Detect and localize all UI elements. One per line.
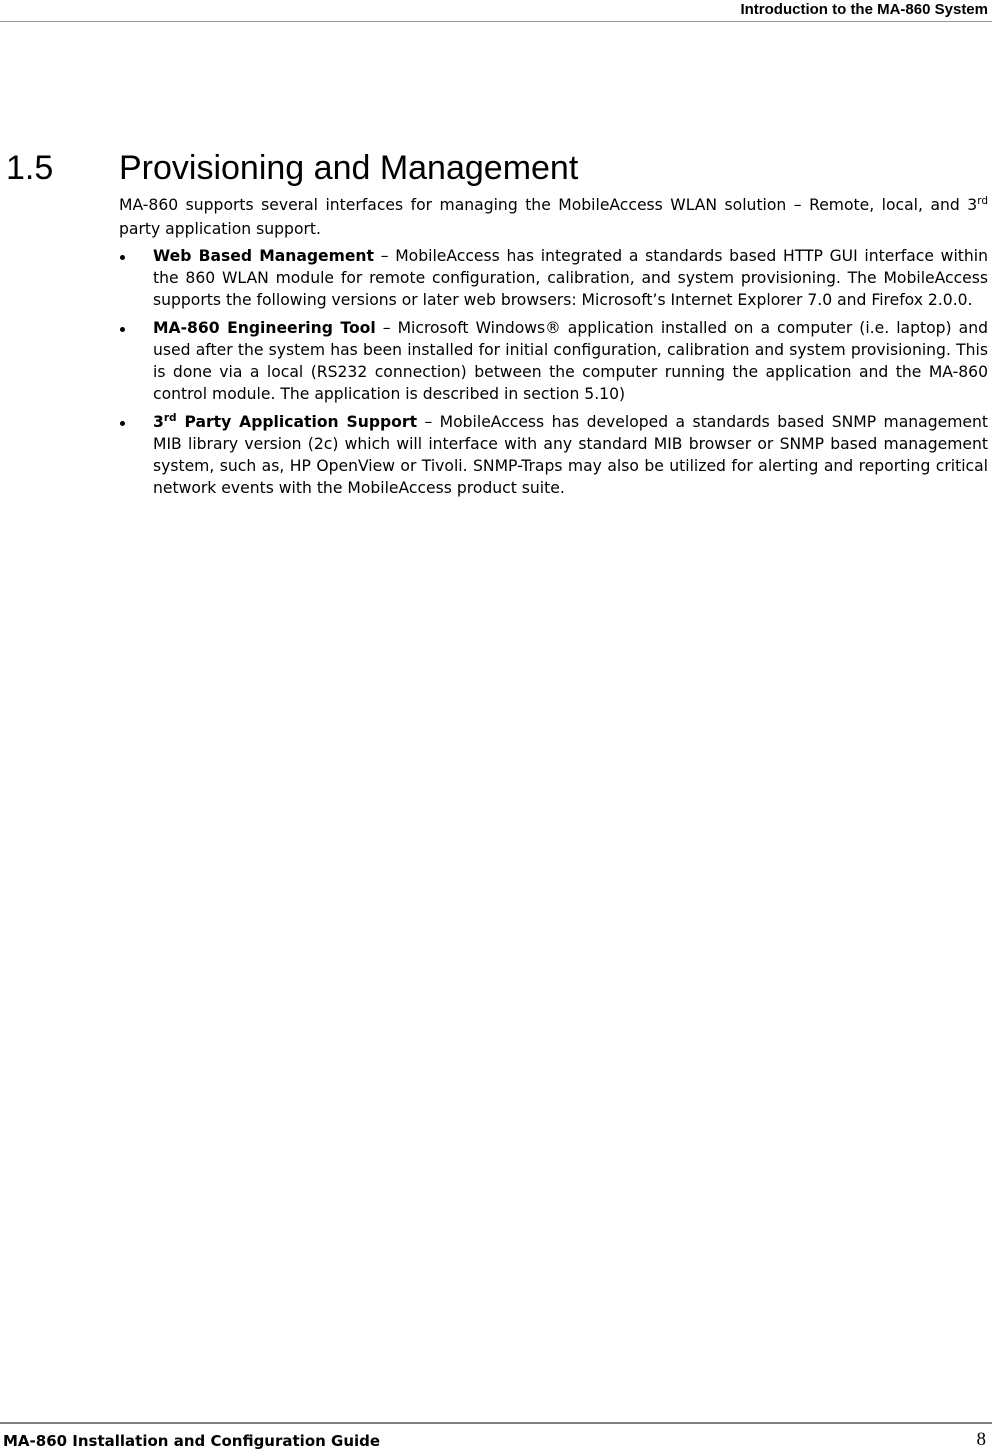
list-item bbox=[119, 245, 988, 311]
intro-text-after: party application support. bbox=[119, 220, 321, 238]
list-item-title-text: Web Based Management bbox=[153, 247, 374, 265]
intro-text-before: MA-860 supports several interfaces for managing the MobileAccess WLAN solution – Remote, local, and 3 bbox=[119, 196, 978, 214]
list-item-text: – MobileAccess has developed a standards based SNMP management MIB library version (2c) which will interface with any standard MIB browser or SNMP based management system, such as, HP OpenView or Tivoli. SNMP-Traps may also be utilized for alerting and reporting critical network events with the MobileAccess product suite. bbox=[153, 413, 988, 497]
list-item-body bbox=[153, 245, 988, 311]
running-header bbox=[0, 0, 992, 22]
feature-list bbox=[119, 245, 988, 499]
list-item-title-rest: Party Application Support bbox=[176, 413, 418, 431]
section-title: Provisioning and Management bbox=[119, 149, 579, 187]
list-item bbox=[119, 411, 988, 499]
page-footer bbox=[0, 1422, 992, 1456]
list-item-body bbox=[153, 411, 988, 499]
list-item-title bbox=[153, 413, 417, 431]
footer-title: MA-860 Installation and Configuration Guide bbox=[3, 1432, 381, 1450]
page-number: 8 bbox=[976, 1429, 986, 1450]
list-item-title-text: 3 bbox=[153, 413, 164, 431]
list-item-body bbox=[153, 317, 988, 405]
section-number: 1.5 bbox=[6, 149, 54, 187]
list-item-title bbox=[153, 247, 374, 265]
intro-paragraph bbox=[119, 193, 988, 241]
intro-superscript: rd bbox=[977, 195, 988, 207]
list-item-text: – MobileAccess has integrated a standards based HTTP GUI interface within the 860 WLAN module for remote configuration, calibration, and system provisioning. The MobileAccess supports the following versions or later web browsers: Microsoft’s Internet Explorer 7.0 and Firefox 2.0.0. bbox=[153, 247, 988, 309]
running-header-title: Introduction to the MA-860 System bbox=[740, 1, 988, 18]
list-item-title-superscript: rd bbox=[163, 412, 177, 424]
list-item-text: – Microsoft Windows® application installed on a computer (i.e. laptop) and used after the system has been installed for initial configuration, calibration and system provisioning. This is done via a local (RS232 connection) between the computer running the application and the MA-860 control module. The application is described in section 5.10) bbox=[153, 319, 988, 403]
list-item-title bbox=[153, 319, 376, 337]
section-heading bbox=[6, 148, 578, 188]
list-item bbox=[119, 317, 988, 405]
list-item-title-text: MA-860 Engineering Tool bbox=[153, 319, 376, 337]
section-body bbox=[119, 193, 988, 505]
